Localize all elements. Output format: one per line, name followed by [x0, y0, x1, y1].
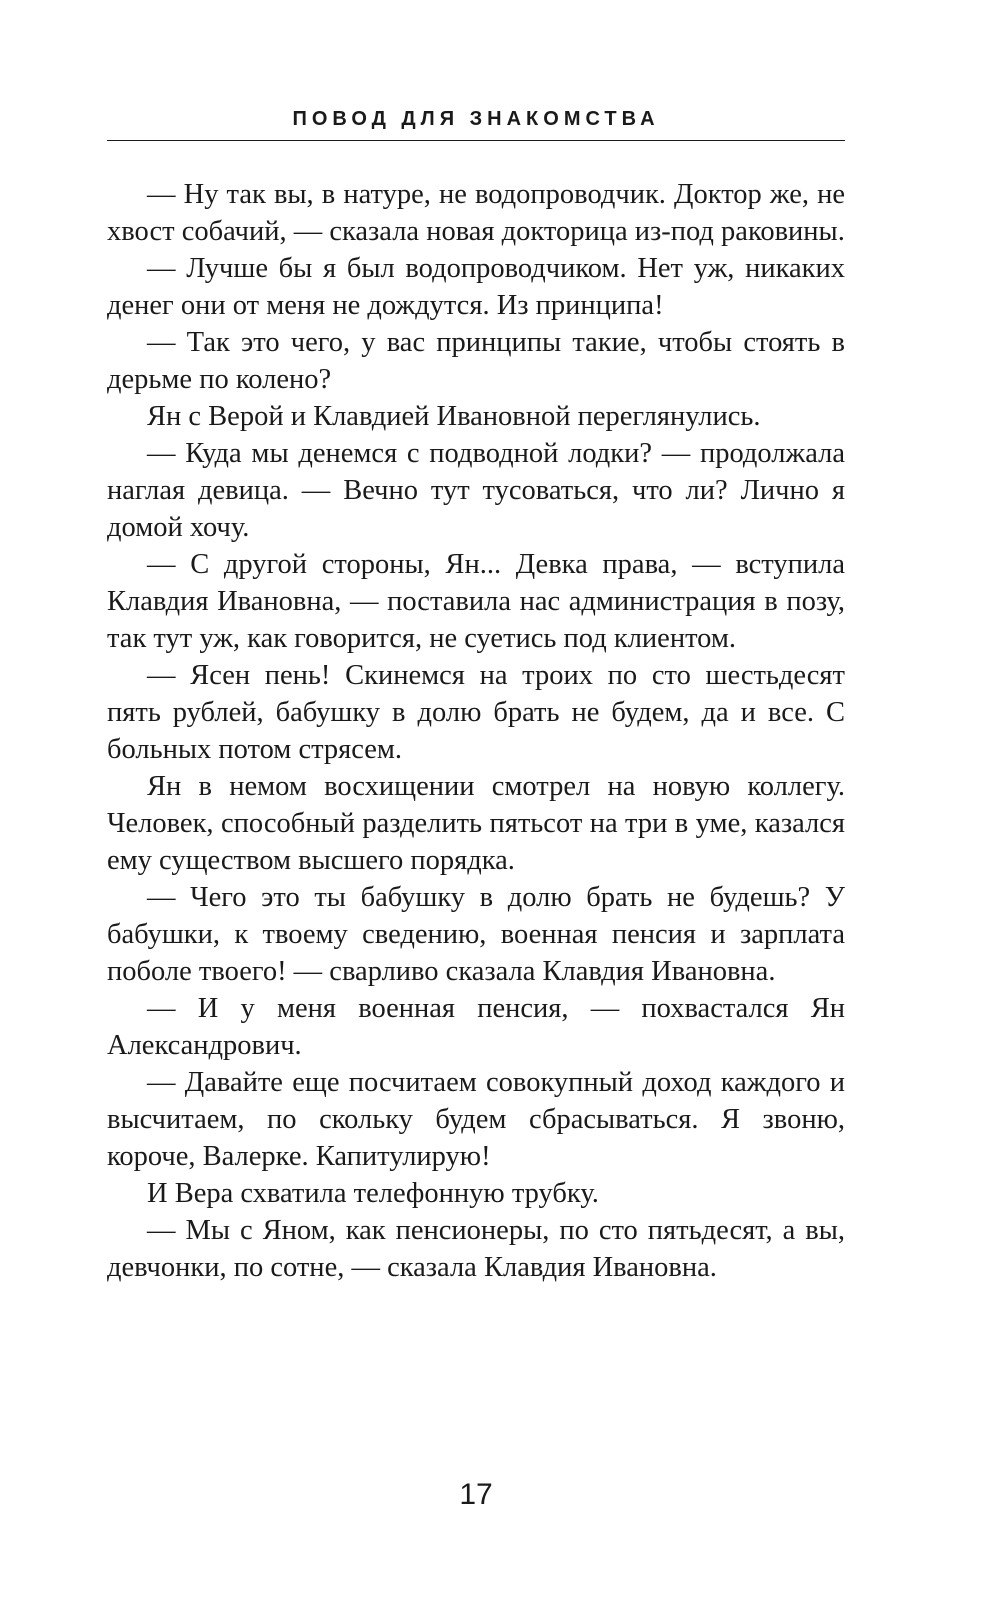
body-text	[107, 176, 845, 1286]
paragraph-8: Ян в немом восхищении смотрел на новую коллегу. Человек, способный разделить пятьсот на три в уме, казался ему существом высшего порядка.	[107, 771, 845, 876]
paragraph-4: Ян с Верой и Клавдией Ивановной переглянулись.	[147, 401, 761, 432]
paragraph-3: — Так это чего, у вас принципы такие, чтобы стоять в дерьме по колено?	[107, 327, 845, 395]
book-page	[107, 0, 845, 1616]
paragraph-9: — Чего это ты бабушку в долю брать не будешь? У бабушки, к твоему сведению, военная пенсия и зарплата поболе твоего! — сварливо сказала Клавдия Ивановна.	[107, 882, 845, 987]
running-head-title: ПОВОД ДЛЯ ЗНАКОМСТВА	[292, 108, 660, 130]
header-rule	[107, 140, 845, 141]
paragraph-2: — Лучше бы я был водопроводчиком. Нет уж, никаких денег они от меня не дождутся. Из принципа!	[107, 253, 845, 321]
paragraph-13: — Мы с Яном, как пенсионеры, по сто пятьдесят, а вы, девчонки, по сотне, — сказала Клавдия Ивановна.	[107, 1215, 845, 1283]
paragraph-5: — Куда мы денемся с подводной лодки? — продолжала наглая девица. — Вечно тут тусоваться, что ли? Лично я домой хочу.	[107, 438, 845, 543]
paragraph-11: — Давайте еще посчитаем совокупный доход каждого и высчитаем, по скольку будем сбрасываться. Я звоню, короче, Валерке. Капитулирую!	[107, 1067, 845, 1172]
paragraph-7: — Ясен пень! Скинемся на троих по сто шестьдесят пять рублей, бабушку в долю брать не будем, да и все. С больных потом стрясем.	[107, 660, 845, 765]
paragraph-1: — Ну так вы, в натуре, не водопроводчик. Доктор же, не хвост собачий, — сказала новая докторица из-под раковины.	[107, 179, 845, 247]
paragraph-10: — И у меня военная пенсия, — похвастался Ян Александрович.	[107, 993, 845, 1061]
paragraph-6: — С другой стороны, Ян... Девка права, — вступила Клавдия Ивановна, — поставила нас администрация в позу, так тут уж, как говорится, не суетись под клиентом.	[107, 549, 845, 654]
page-number: 17	[459, 1478, 493, 1511]
paragraph-12: И Вера схватила телефонную трубку.	[147, 1178, 599, 1209]
